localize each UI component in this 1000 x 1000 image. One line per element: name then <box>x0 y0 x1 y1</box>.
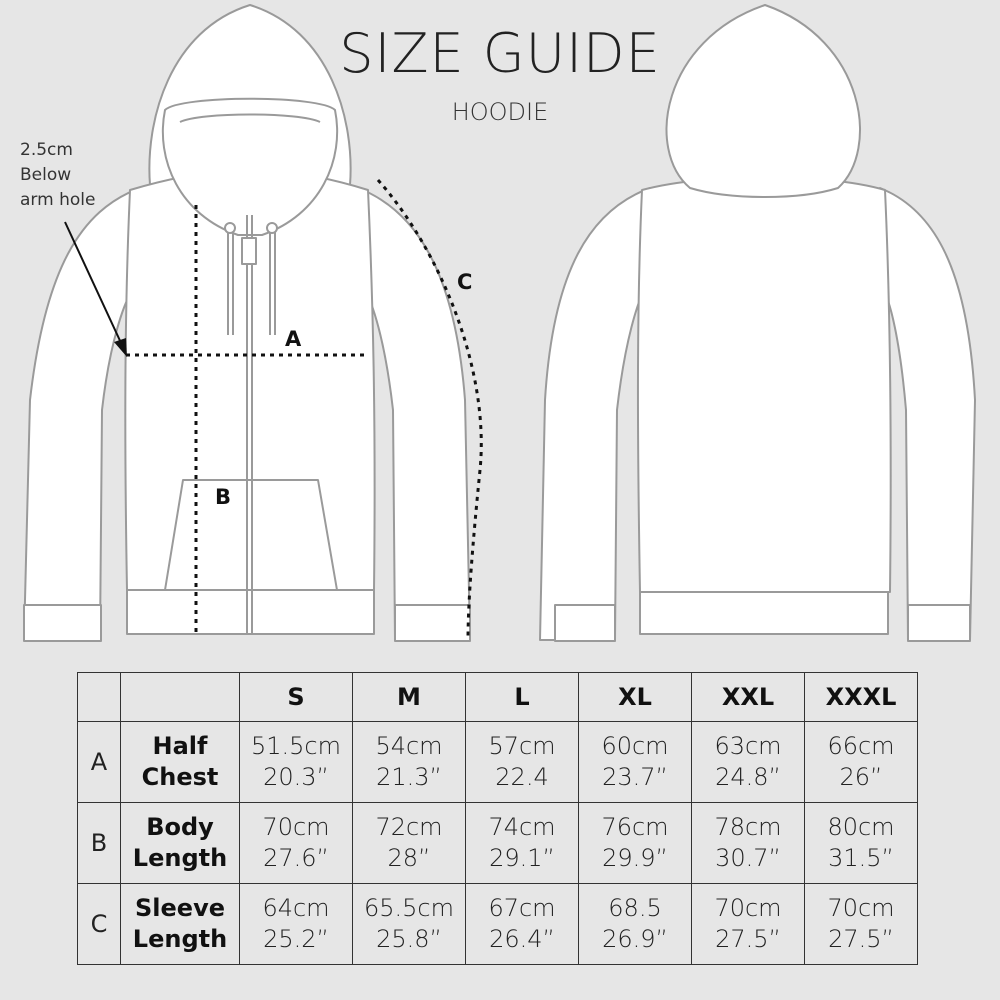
cm-value: 68.5 <box>608 894 662 922</box>
note-line: 2.5cm <box>20 140 73 160</box>
table-cell <box>466 803 579 884</box>
row-name-line: Half <box>152 732 208 760</box>
row-name-line: Sleeve <box>135 894 225 922</box>
row-name-line: Length <box>132 844 228 872</box>
inch-value: 29.1” <box>489 844 555 872</box>
table-cell <box>805 884 918 965</box>
cm-value: 67cm <box>488 894 556 922</box>
back-right-sleeve <box>880 188 975 640</box>
front-waistband <box>127 590 374 634</box>
table-cell <box>579 803 692 884</box>
inch-value: 30.7” <box>715 844 781 872</box>
table-cell <box>692 722 805 803</box>
cm-value: 65.5cm <box>363 894 454 922</box>
measure-label-b: B <box>215 485 232 509</box>
cm-value: 57cm <box>488 732 556 760</box>
inch-value: 31.5” <box>828 844 894 872</box>
table-cell <box>466 884 579 965</box>
inch-value: 26.4” <box>489 925 555 953</box>
inch-value: 27.6” <box>263 844 329 872</box>
cm-value: 80cm <box>827 813 895 841</box>
size-header: XXXL <box>805 673 918 722</box>
size-header: XXL <box>692 673 805 722</box>
table-cell <box>692 884 805 965</box>
table-cell <box>805 722 918 803</box>
table-cell <box>353 722 466 803</box>
size-header: L <box>466 673 579 722</box>
back-right-cuff <box>908 605 970 641</box>
row-name <box>121 884 240 965</box>
note-line: Below <box>20 165 72 185</box>
table-cell <box>579 722 692 803</box>
table-row <box>78 803 918 884</box>
size-header: XL <box>579 673 692 722</box>
size-header-row <box>78 673 918 722</box>
size-table <box>77 672 918 965</box>
table-cell <box>353 803 466 884</box>
cm-value: 51.5cm <box>250 732 341 760</box>
table-cell <box>579 884 692 965</box>
row-name <box>121 722 240 803</box>
cm-value: 64cm <box>262 894 330 922</box>
table-cell <box>240 803 353 884</box>
cm-value: 70cm <box>262 813 330 841</box>
cm-value: 70cm <box>827 894 895 922</box>
header-cell-blank <box>121 673 240 722</box>
size-header: S <box>240 673 353 722</box>
front-left-cuff <box>24 605 101 641</box>
back-body <box>638 178 891 592</box>
table-cell <box>466 722 579 803</box>
table-cell <box>692 803 805 884</box>
inch-value: 27.5” <box>715 925 781 953</box>
cm-value: 54cm <box>375 732 443 760</box>
table-row <box>78 722 918 803</box>
front-right-cuff <box>395 605 470 641</box>
cm-value: 72cm <box>375 813 443 841</box>
row-name-line: Body <box>146 813 214 841</box>
inch-value: 26” <box>839 763 883 791</box>
inch-value: 25.8” <box>376 925 442 953</box>
cm-value: 78cm <box>714 813 782 841</box>
inch-value: 24.8” <box>715 763 781 791</box>
row-name-line: Length <box>132 925 228 953</box>
inch-value: 22.4 <box>495 763 549 791</box>
inch-value: 21.3” <box>376 763 442 791</box>
page-subtitle: HOODIE <box>451 98 549 126</box>
cm-value: 70cm <box>714 894 782 922</box>
inch-value: 28” <box>387 844 431 872</box>
table-cell <box>240 722 353 803</box>
cm-value: 60cm <box>601 732 669 760</box>
inch-value: 25.2” <box>263 925 329 953</box>
row-key: A <box>78 722 121 803</box>
row-name <box>121 803 240 884</box>
back-left-sleeve <box>540 188 650 640</box>
back-waistband <box>640 592 888 634</box>
back-left-cuff <box>555 605 615 641</box>
page-title: SIZE GUIDE <box>339 22 661 85</box>
inch-value: 26.9” <box>602 925 668 953</box>
table-row <box>78 884 918 965</box>
row-key: B <box>78 803 121 884</box>
size-header: M <box>353 673 466 722</box>
measure-label-c: C <box>457 270 473 294</box>
inch-value: 29.9” <box>602 844 668 872</box>
header-cell-blank <box>78 673 121 722</box>
measure-label-a: A <box>285 327 302 351</box>
row-key: C <box>78 884 121 965</box>
table-cell <box>240 884 353 965</box>
armhole-note <box>20 138 95 213</box>
inch-value: 27.5” <box>828 925 894 953</box>
front-left-sleeve <box>24 188 140 640</box>
cm-value: 74cm <box>488 813 556 841</box>
table-cell <box>805 803 918 884</box>
inch-value: 23.7” <box>602 763 668 791</box>
note-line: arm hole <box>20 190 96 210</box>
inch-value: 20.3” <box>263 763 329 791</box>
cm-value: 63cm <box>714 732 782 760</box>
cm-value: 66cm <box>827 732 895 760</box>
table-cell <box>353 884 466 965</box>
cm-value: 76cm <box>601 813 669 841</box>
row-name-line: Chest <box>141 763 219 791</box>
